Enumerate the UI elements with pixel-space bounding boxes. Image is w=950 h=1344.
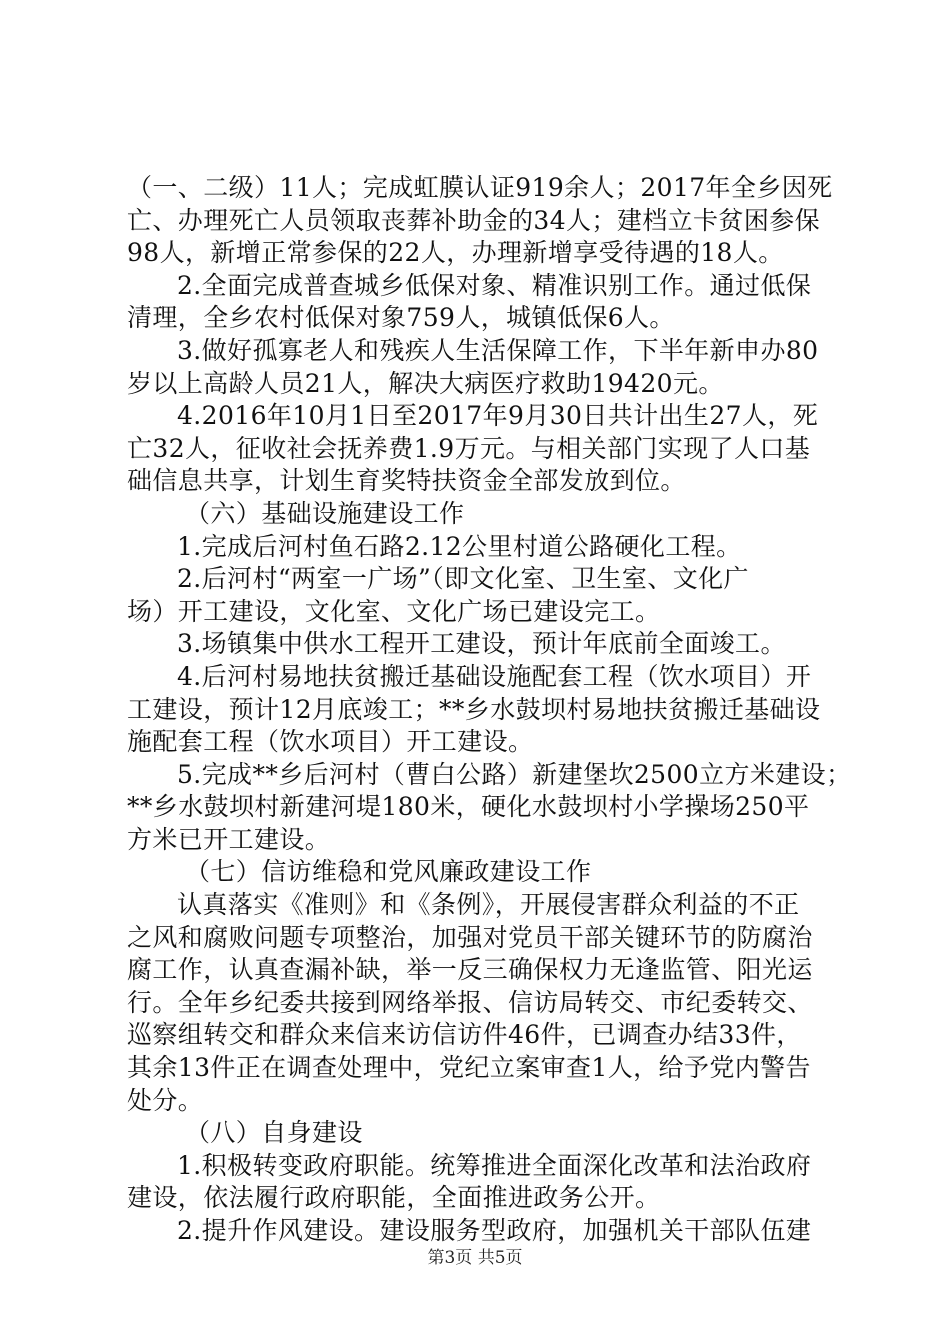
document-body bbox=[127, 172, 852, 1248]
text-line: （一、二级）11人；完成虹膜认证919余人；2017年全乡因死 bbox=[127, 173, 833, 202]
text-line: 亡、办理死亡人员领取丧葬补助金的34人；建档立卡贫困参保 bbox=[127, 205, 821, 235]
text-line: 础信息共享，计划生育奖特扶资金全部发放到位。 bbox=[127, 466, 686, 496]
text-line: 腐工作，认真查漏补缺，举一反三确保权力无逢监管、阳光运 bbox=[127, 955, 813, 985]
text-line: **乡水鼓坝村新建河堤180米，硬化水鼓坝村小学操场250平 bbox=[127, 792, 810, 822]
page-number-label: 第3页 共5页 bbox=[427, 1248, 523, 1268]
text-line: 其余13件正在调查处理中，党纪立案审查1人，给予党内警告 bbox=[127, 1053, 811, 1083]
text-line: 处分。 bbox=[127, 1085, 204, 1115]
text-line: 建设，依法履行政府职能，全面推进政务公开。 bbox=[127, 1183, 661, 1213]
text-line: 岁以上高龄人员21人，解决大病医疗救助19420元。 bbox=[127, 368, 724, 398]
text-line: 方米已开工建设。 bbox=[127, 824, 331, 854]
text-line: 清理，全乡农村低保对象759人，城镇低保6人。 bbox=[127, 303, 675, 333]
text-line: 施配套工程（饮水项目）开工建设。 bbox=[127, 727, 534, 757]
text-line: 之风和腐败问题专项整治，加强对党员干部关键环节的防腐治 bbox=[127, 922, 813, 952]
page-footer bbox=[0, 1243, 950, 1268]
text-line: 场）开工建设，文化室、文化广场已建设完工。 bbox=[127, 596, 661, 626]
text-line: 2.提升作风建设。建设服务型政府，加强机关干部队伍建 bbox=[177, 1216, 812, 1245]
text-line: 3.场镇集中供水工程开工建设，预计年底前全面竣工。 bbox=[177, 629, 786, 659]
text-line: 亡32人，征收社会抚养费1.9万元。与相关部门实现了人口基 bbox=[127, 433, 811, 463]
text-line: 4.2016年10月1日至2017年9月30日共计出生27人，死 bbox=[177, 401, 819, 431]
text-line: 5.完成**乡后河村（曹白公路）新建堡坎2500立方米建设； bbox=[177, 759, 852, 789]
text-line: 行。全年乡纪委共接到网络举报、信访局转交、市纪委转交、 bbox=[127, 987, 813, 1017]
text-line: 1.完成后河村鱼石路2.12公里村道公路硬化工程。 bbox=[177, 531, 742, 561]
section-heading: （六）基础设施建设工作 bbox=[185, 498, 465, 528]
text-line: 98人，新增正常参保的22人，办理新增享受待遇的18人。 bbox=[127, 238, 784, 268]
text-line: 认真落实《准则》和《条例》，开展侵害群众利益的不正 bbox=[177, 890, 800, 920]
text-line: 1.积极转变政府职能。统筹推进全面深化改革和法治政府 bbox=[177, 1150, 812, 1180]
text-line: 2.全面完成普查城乡低保对象、精准识别工作。通过低保 bbox=[177, 270, 812, 300]
text-line: 3.做好孤寡老人和残疾人生活保障工作，下半年新申办80 bbox=[177, 335, 819, 365]
text-line: 4.后河村易地扶贫搬迁基础设施配套工程（饮水项目）开 bbox=[177, 661, 812, 691]
section-heading: （八）自身建设 bbox=[185, 1118, 363, 1148]
text-line: 2.后河村“两室一广场”（即文化室、卫生室、文化广 bbox=[177, 564, 749, 594]
text-line: 巡察组转交和群众来信来访信访件46件，已调查办结33件， bbox=[127, 1020, 802, 1050]
section-heading: （七）信访维稳和党风廉政建设工作 bbox=[185, 857, 592, 887]
text-line: 工建设，预计12月底竣工；**乡水鼓坝村易地扶贫搬迁基础设 bbox=[127, 694, 821, 724]
